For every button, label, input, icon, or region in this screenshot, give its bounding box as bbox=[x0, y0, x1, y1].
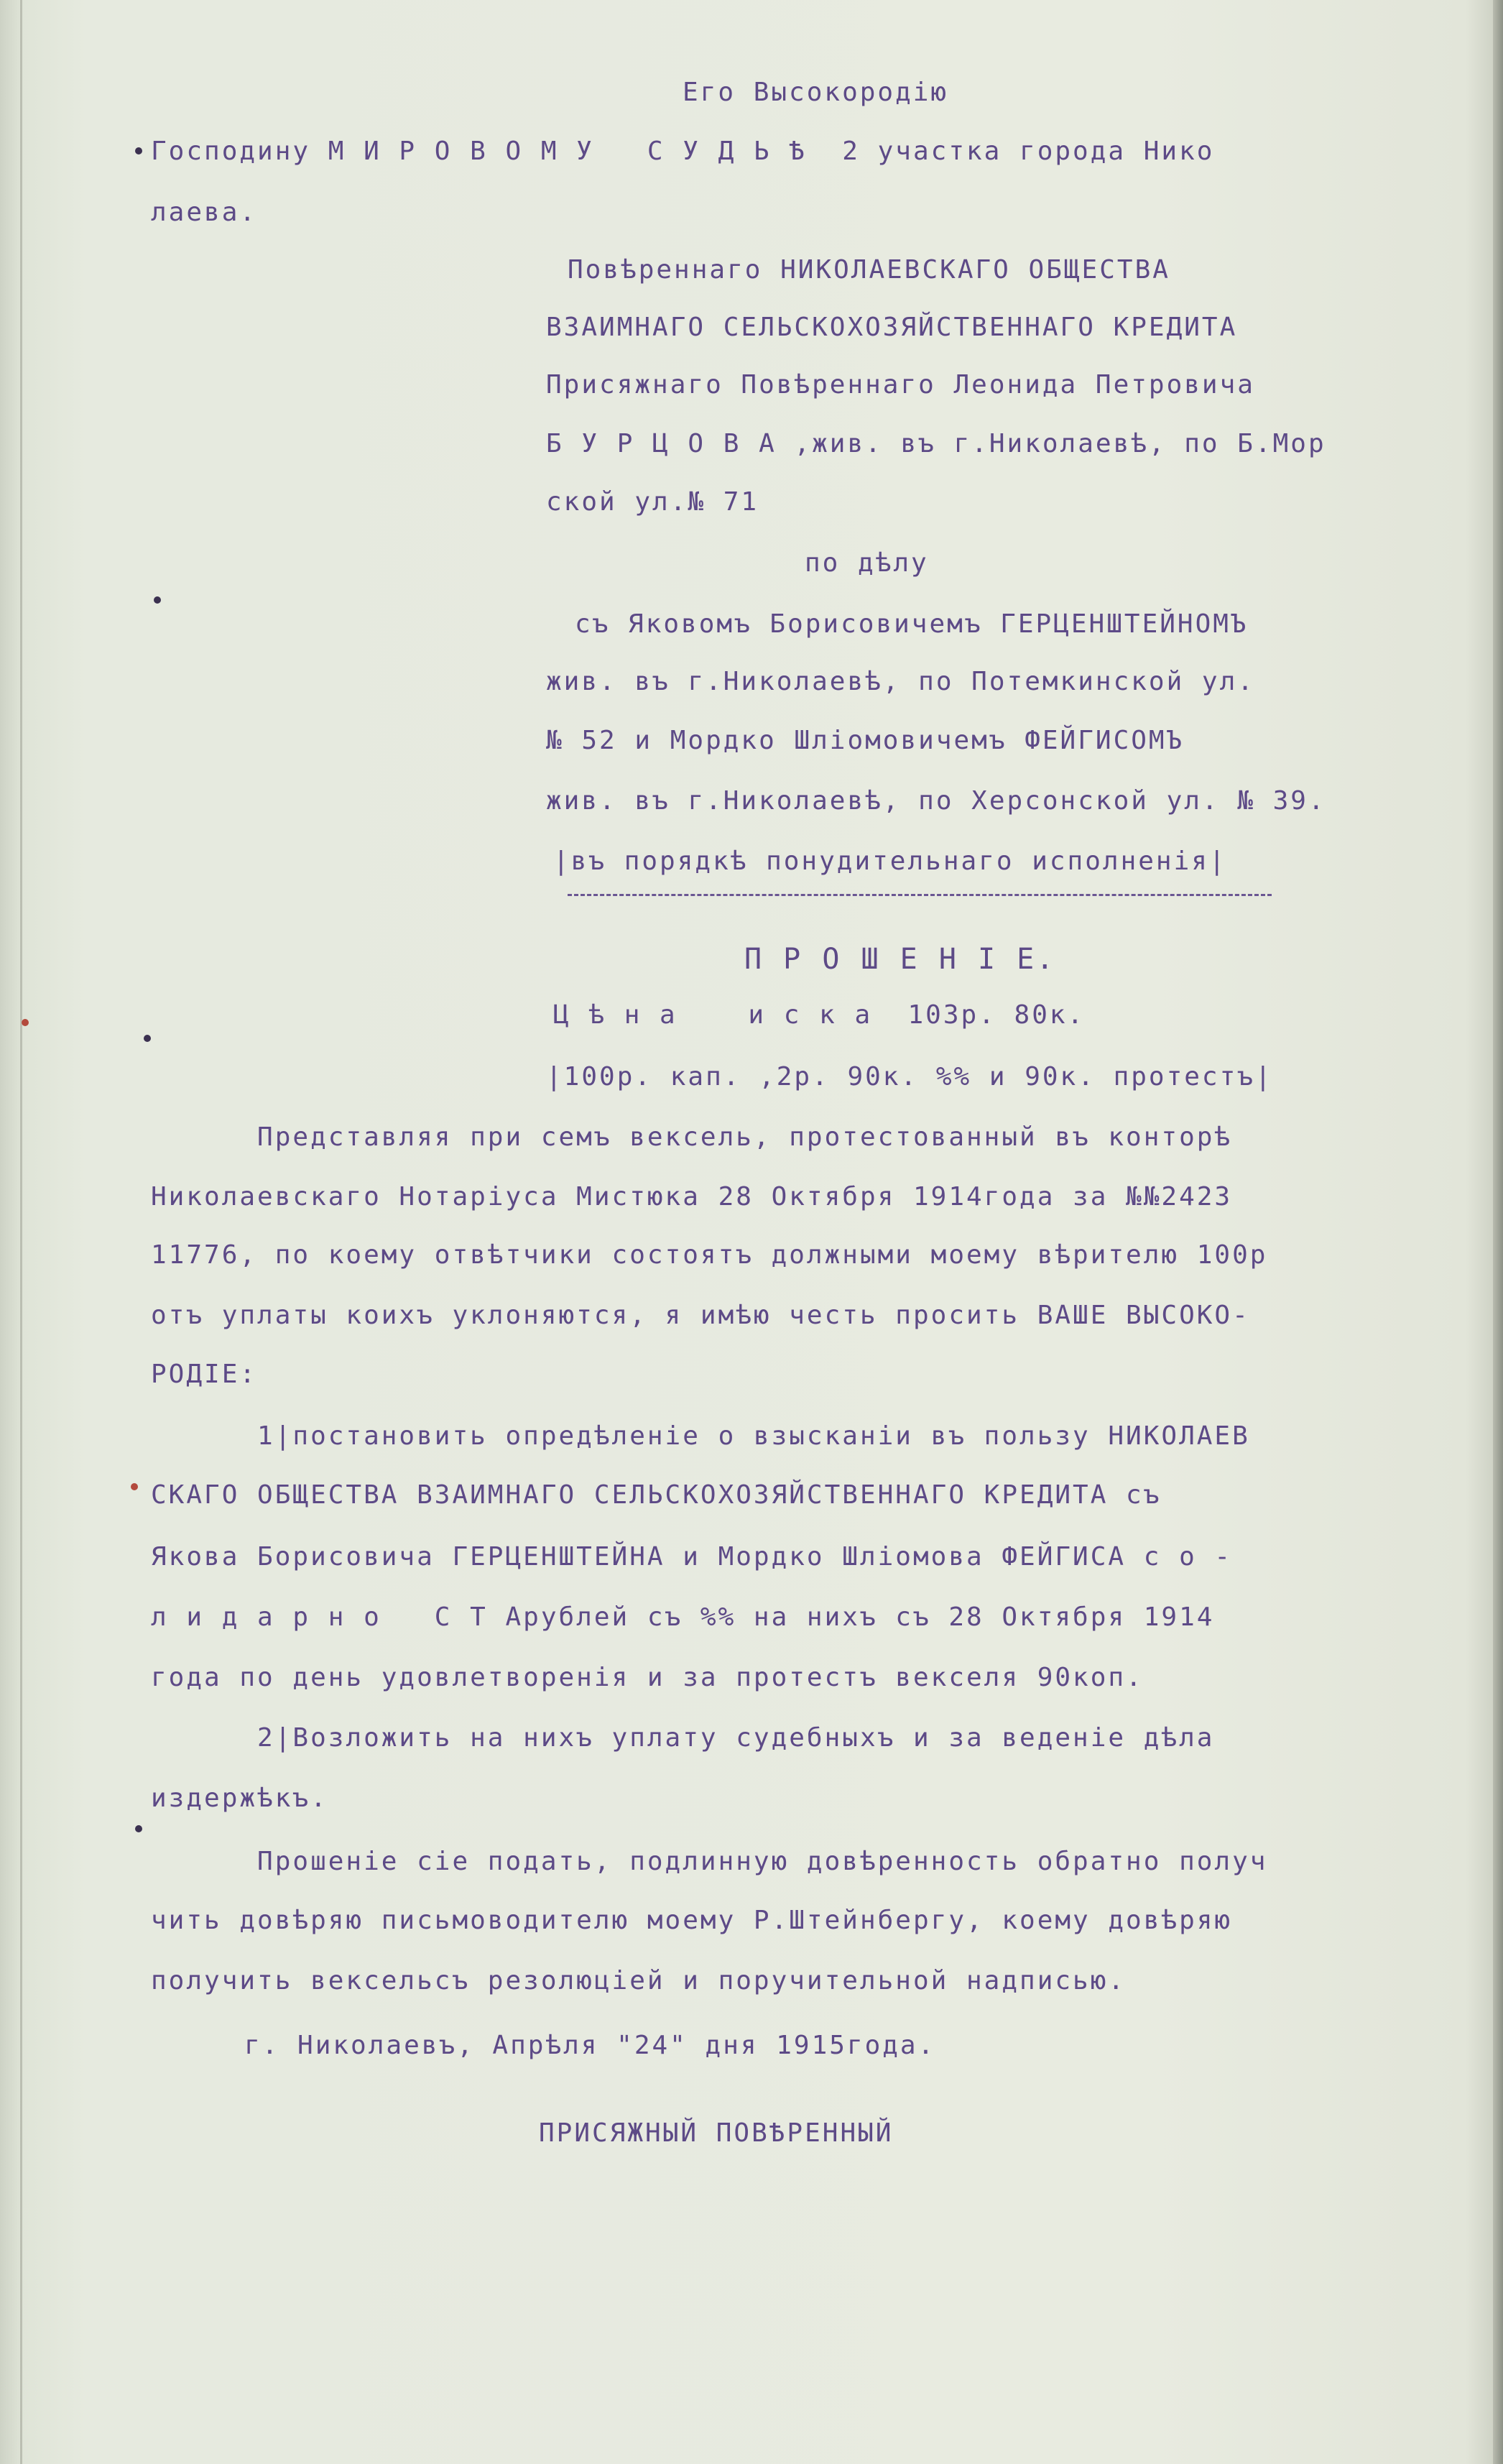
ink-dot bbox=[135, 147, 142, 154]
separator-dashes bbox=[568, 894, 1272, 896]
petitioner-line-1: Повѣреннаго НИКОЛАЕВСКАГО ОБЩЕСТВА bbox=[568, 255, 1170, 285]
page-edge bbox=[1493, 0, 1503, 2464]
body-line-8: Якова Борисовича ГЕРЦЕНШТЕЙНА и Мордко Шліомова ФЕЙГИСА с о - bbox=[151, 1542, 1233, 1572]
body-line-9: л и д а р н о С Т Арублей съ %% на нихъ съ 28 Октября 1914 bbox=[151, 1602, 1215, 1632]
body-line-13: Прошеніе сіе подать, подлинную довѣренность обратно получ bbox=[151, 1847, 1268, 1876]
defendants-line-2: жив. въ г.Николаевѣ, по Потемкинской ул. bbox=[546, 667, 1255, 696]
petitioner-line-2: ВЗАИМНАГО СЕЛЬСКОХОЗЯЙСТВЕННАГО КРЕДИТА bbox=[546, 313, 1238, 342]
ink-dot bbox=[154, 596, 161, 604]
page-fold bbox=[20, 0, 22, 2464]
address-line-1: Его Высокородію bbox=[683, 78, 949, 107]
defendants-line-1: съ Яковомъ Борисовичемъ ГЕРЦЕНШТЕЙНОМЪ bbox=[575, 609, 1249, 639]
ink-dot bbox=[135, 1825, 142, 1832]
defendants-line-3: № 52 и Мордко Шліомовичемъ ФЕЙГИСОМЪ bbox=[546, 726, 1185, 755]
body-line-5: РОДІЕ: bbox=[151, 1360, 258, 1389]
body-line-1: Представляя при семъ вексель, протестованный въ конторѣ bbox=[151, 1122, 1233, 1152]
body-line-6: 1|постановить опредѣленіе о взысканіи въ пользу НИКОЛАЕВ bbox=[151, 1421, 1250, 1451]
body-line-11: 2|Возложить на нихъ уплату судебныхъ и за веденіе дѣла bbox=[151, 1723, 1215, 1753]
body-line-3: 11776, по коему отвѣтчики состоятъ должными моему вѣрителю 100р bbox=[151, 1240, 1268, 1270]
address-line-3: лаева. bbox=[151, 198, 258, 227]
petitioner-line-4: Б У Р Ц О В А ,жив. въ г.Николаевѣ, по Б.Мор bbox=[546, 429, 1326, 458]
ink-dot bbox=[131, 1483, 138, 1490]
body-line-2: Николаевскаго Нотаріуса Мистюка 28 Октября 1914года за №№2423 bbox=[151, 1182, 1233, 1212]
defendants-line-4: жив. въ г.Николаевѣ, по Херсонской ул. № 39. bbox=[546, 786, 1326, 816]
petitioner-line-3: Присяжнаго Повѣреннаго Леонида Петровича bbox=[546, 370, 1255, 400]
date-place: г. Николаевъ, Апрѣля "24" дня 1915года. bbox=[244, 2031, 936, 2060]
claim-breakdown: |100р. кап. ,2р. 90к. %% и 90к. протестъ| bbox=[546, 1062, 1273, 1092]
body-line-10: года по день удовлетворенія и за протестъ векселя 90коп. bbox=[151, 1663, 1144, 1692]
procedure-note: |въ порядкѣ понудительнаго исполненія| bbox=[553, 846, 1227, 876]
body-line-4: отъ уплаты коихъ уклоняются, я имѣю честь просить ВАШЕ ВЫСОКО- bbox=[151, 1301, 1250, 1330]
ink-dot bbox=[144, 1035, 151, 1042]
petitioner-line-5: ской ул.№ 71 bbox=[546, 487, 759, 517]
body-line-14: чить довѣряю письмоводителю моему Р.Штейнбергу, коему довѣряю bbox=[151, 1906, 1233, 1935]
claim-value: Ц ѣ н а и с к а 103р. 80к. bbox=[553, 1000, 1086, 1030]
address-line-2: Господину М И Р О В О М У С У Д Ь Ѣ 2 участка города Нико bbox=[151, 137, 1215, 166]
document-title: П Р О Ш Е Н І Е. bbox=[744, 943, 1056, 976]
case-heading: по дѣлу bbox=[805, 548, 929, 578]
body-line-12: издержѣкъ. bbox=[151, 1784, 328, 1813]
signature-title: ПРИСЯЖНЫЙ ПОВѢРЕННЫЙ bbox=[539, 2118, 894, 2148]
body-line-7: СКАГО ОБЩЕСТВА ВЗАИМНАГО СЕЛЬСКОХОЗЯЙСТВЕННАГО КРЕДИТА съ bbox=[151, 1480, 1162, 1510]
body-line-15: получить вексельсъ резолюціей и поручительной надписью. bbox=[151, 1966, 1127, 1995]
ink-dot bbox=[22, 1019, 29, 1026]
